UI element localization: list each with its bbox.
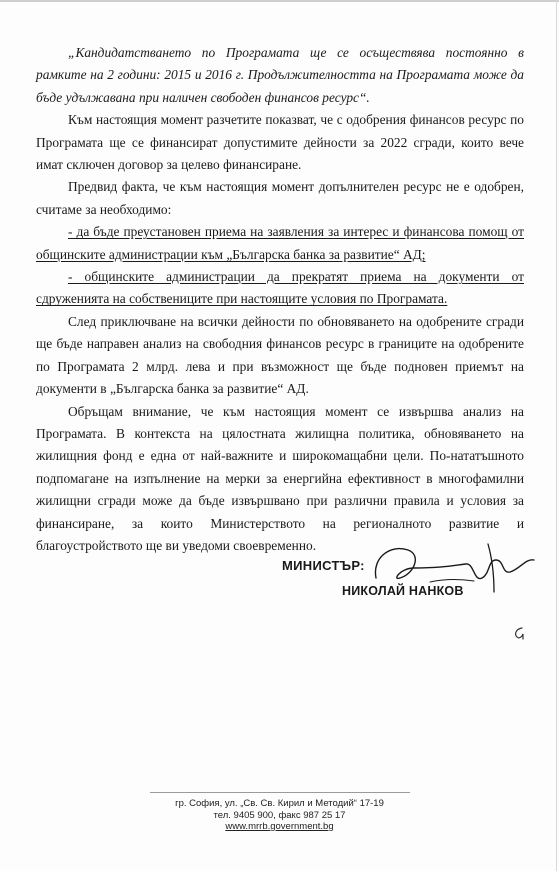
- bullet-stop-documents: [36, 266, 524, 311]
- signature-block: [282, 548, 542, 648]
- letter-body: [36, 42, 524, 557]
- handwritten-margin-mark: [512, 626, 526, 640]
- minister-title: МИНИСТЪР:: [282, 558, 365, 573]
- footer-website-link[interactable]: www.mrrb.government.bg: [225, 821, 334, 832]
- paragraph-analysis: След приключване на всички дейности по обновяването на одобрените сгради ще бъде направен анализ на свободния финансов ресурс в границите на одобрените по Програмата 2 млрд. лева и при възможност ще бъде подновен приемът на документи в „Българска банка за развитие“ АД.: [36, 313, 524, 397]
- quoted-paragraph: „Кандидатстването по Програмата ще се осъществява постоянно в рамките на 2 години: 2015 и 2016 г. Продължителността на Програмата може да бъде удължавана при наличен свободен финансов ресурс“.: [36, 45, 524, 105]
- paragraph-attention: Обръщам внимание, че към настоящия момент се извършва анализ на Програмата. В контекста на цялостната жилищна политика, обновяването на жилищния фонд е една от най-важните и широкомащабни цели. По-нататъшното подпомагане на изпълнение на мерки за енергийна ефективност в многофамилни жилищни сгради може да бъде извършвано при различни правила и условия за финансиране, за които Министерството на регионалното развитие и благоустройството ще ви уведоми своевременно.: [36, 403, 524, 553]
- bullet-stop-applications: [36, 221, 524, 266]
- minister-name: НИКОЛАЙ НАНКОВ: [342, 584, 464, 598]
- footer: [0, 798, 559, 833]
- paragraph-additional-resource: Предвид факта, че към настоящия момент допълнителен ресурс не е одобрен, считаме за необходимо:: [36, 179, 524, 217]
- scan-edge-right: [556, 0, 557, 871]
- footer-phone: тел. 9405 900, факс 987 25 17: [213, 809, 346, 821]
- bullet-stop-applications-text: - да бъде преустановен приема на заявления за интерес и финансова помощ от общинските администрации към „Българска банка за развитие“ АД;: [36, 224, 524, 262]
- bullet-stop-documents-text: - общинските администрации да прекратят приема на документи от сдруженията на собствениците при настоящите условия по Програмата.: [36, 269, 524, 307]
- footer-divider: [150, 792, 410, 793]
- paragraph-current-estimates: Към настоящия момент разчетите показват, че с одобрения финансов ресурс по Програмата ще се финансират допустимите дейности за 2022 сгради, които вече имат сключен договор за целево финансиране.: [36, 112, 524, 173]
- scan-edge-top: [0, 0, 559, 2]
- footer-address: гр. София, ул. „Св. Св. Кирил и Методий“ 17-19: [175, 798, 384, 809]
